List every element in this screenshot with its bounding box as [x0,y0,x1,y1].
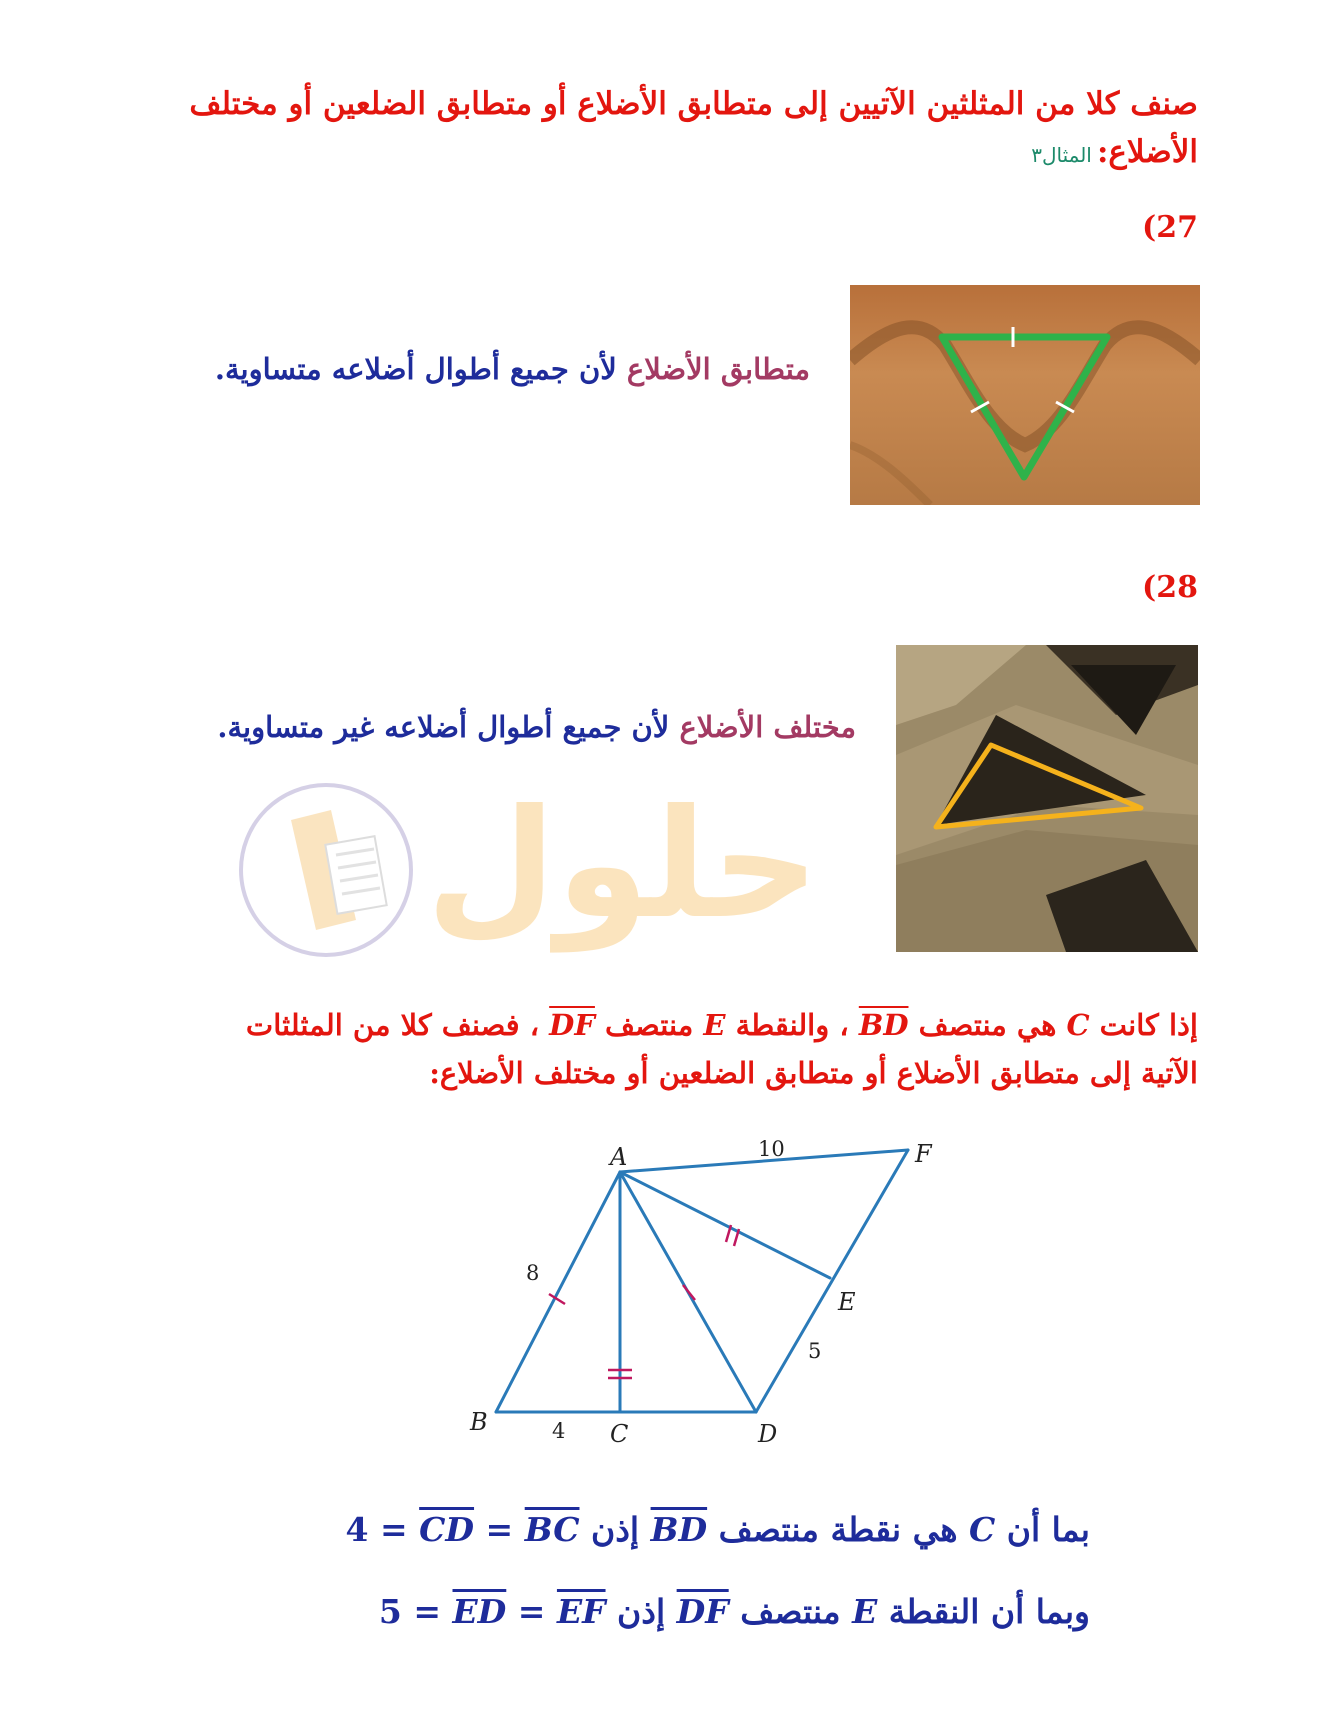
length-AF-label: 10 [758,1137,785,1161]
watermark-logo [236,778,820,980]
solution-line-1-equation: $4 = \overline{CD} = \overline{BC}$ [345,1510,580,1549]
instruction-line-1: صنف كلا من المثلثين الآتيين إلى متطابق الأضلاع أو متطابق الضلعين أو مختلف [189,86,1198,122]
point-B-label: B [470,1408,488,1436]
point-E-label: E [838,1288,856,1316]
question-28-reason: لأن جميع أطوال أضلاعه غير متساوية. [217,710,670,744]
solution-line-2: وبما أن النقطة E منتصف $\overline{DF}$ إذن $5 = \overline{ED} = \overline{EF}$ [378,1592,1090,1631]
geometry-figure [440,1120,960,1450]
congruence-ticks [549,1225,739,1378]
equilateral-triangle-figure [850,285,1200,505]
solution-line-2-equation: $5 = \overline{ED} = \overline{EF}$ [378,1592,606,1631]
question-27-answer [110,352,810,386]
point-A-label: A [610,1143,628,1171]
midpoint-question-line-2: الآتية إلى متطابق الأضلاع أو متطابق الضلعين أو مختلف الأضلاع: [429,1056,1198,1090]
length-DE-label: 5 [808,1339,822,1363]
segment-FD [756,1150,908,1412]
watermark-text: حلول [426,778,820,952]
solution-line-1: بما أن C هي نقطة منتصف $\overline{BD}$ إذن $4 = \overline{CD} = \overline{BC}$ [345,1510,1090,1549]
segment-AB [496,1172,620,1412]
point-C-label: C [610,1420,629,1448]
length-BC-label: 4 [552,1419,566,1443]
instruction-line-2 [98,128,1198,179]
scalene-triangle-figure [896,645,1198,952]
question-28-type: مختلف الأضلاع [679,710,856,744]
instruction-label: الأضلاع: [1096,134,1198,170]
point-F-label: F [915,1140,932,1168]
length-AB-label: 8 [526,1261,540,1285]
question-28-photo [896,645,1198,952]
question-27-reason: لأن جميع أطوال أضلاعه متساوية. [214,352,617,386]
point-D-label: D [758,1420,778,1448]
example-reference: المثال٣ [1031,143,1092,167]
midpoint-question-line-1: إذا كانت C هي منتصف $\overline{BD}$ ، والنقطة E منتصف $\overline{DF}$ ، فصنف كلا من المثلثات [245,1008,1198,1042]
book-emblem-icon [236,780,416,960]
question-27-number: (27 [1142,210,1198,245]
question-28-number: (28 [1142,570,1198,605]
question-27-photo [850,285,1200,505]
question-27-type: متطابق الأضلاع [626,352,810,386]
question-28-answer [116,710,856,744]
